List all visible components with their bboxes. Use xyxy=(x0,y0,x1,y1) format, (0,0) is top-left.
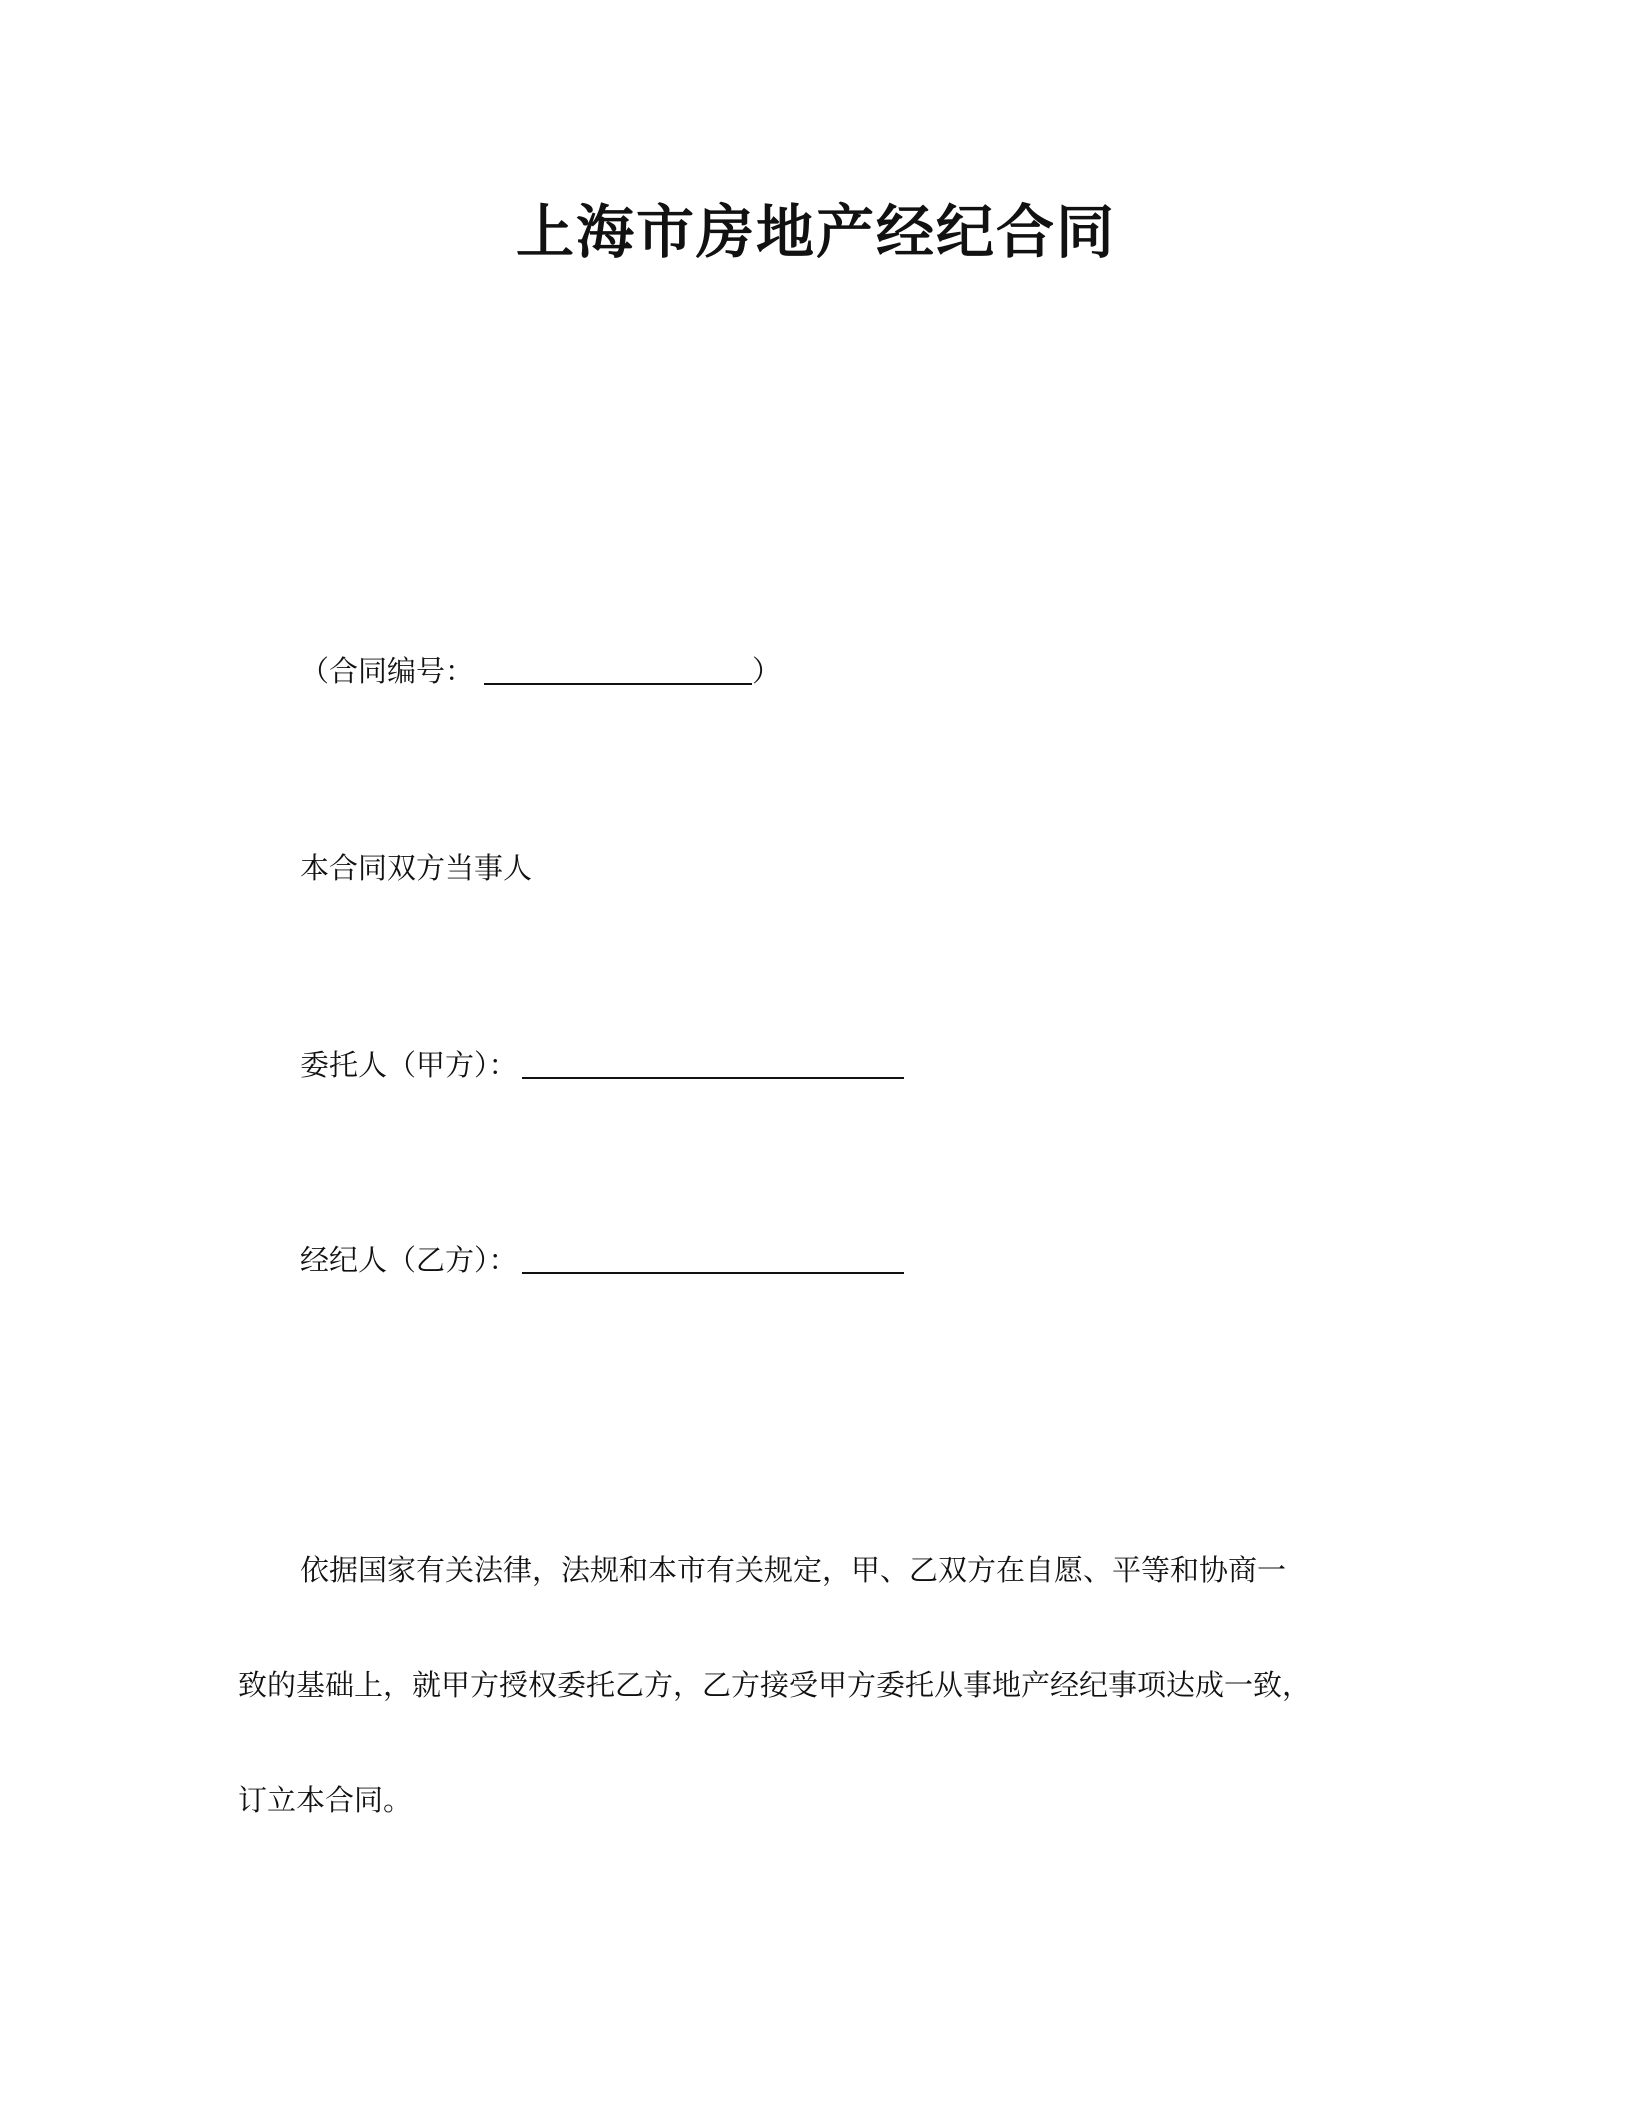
contract-number-label: （合同编号： xyxy=(300,654,475,688)
contract-number-field[interactable] xyxy=(484,653,752,685)
preamble-line-1: 依据国家有关法律，法规和本市有关规定，甲、乙双方在自愿、平等和协商一 xyxy=(300,1553,1287,1587)
preamble-line-2: 致的基础上，就甲方授权委托乙方，乙方接受甲方委托从事地产经纪事项达成一致， xyxy=(238,1668,1312,1702)
party-b-field[interactable] xyxy=(522,1242,904,1274)
contract-number-close: ） xyxy=(752,654,782,688)
preamble-paragraph xyxy=(238,1513,1378,1858)
party-b-label: 经纪人（乙方）： xyxy=(300,1243,518,1277)
document-title: 上海市房地产经纪合同 xyxy=(515,198,1116,266)
party-a-field[interactable] xyxy=(522,1047,904,1079)
party-a-line xyxy=(300,1045,904,1085)
party-b-line xyxy=(300,1240,904,1280)
preamble-line-3: 订立本合同。 xyxy=(238,1783,413,1817)
parties-heading: 本合同双方当事人 xyxy=(300,851,533,885)
party-a-label: 委托人（甲方）： xyxy=(300,1048,518,1082)
contract-number-line xyxy=(300,651,781,691)
